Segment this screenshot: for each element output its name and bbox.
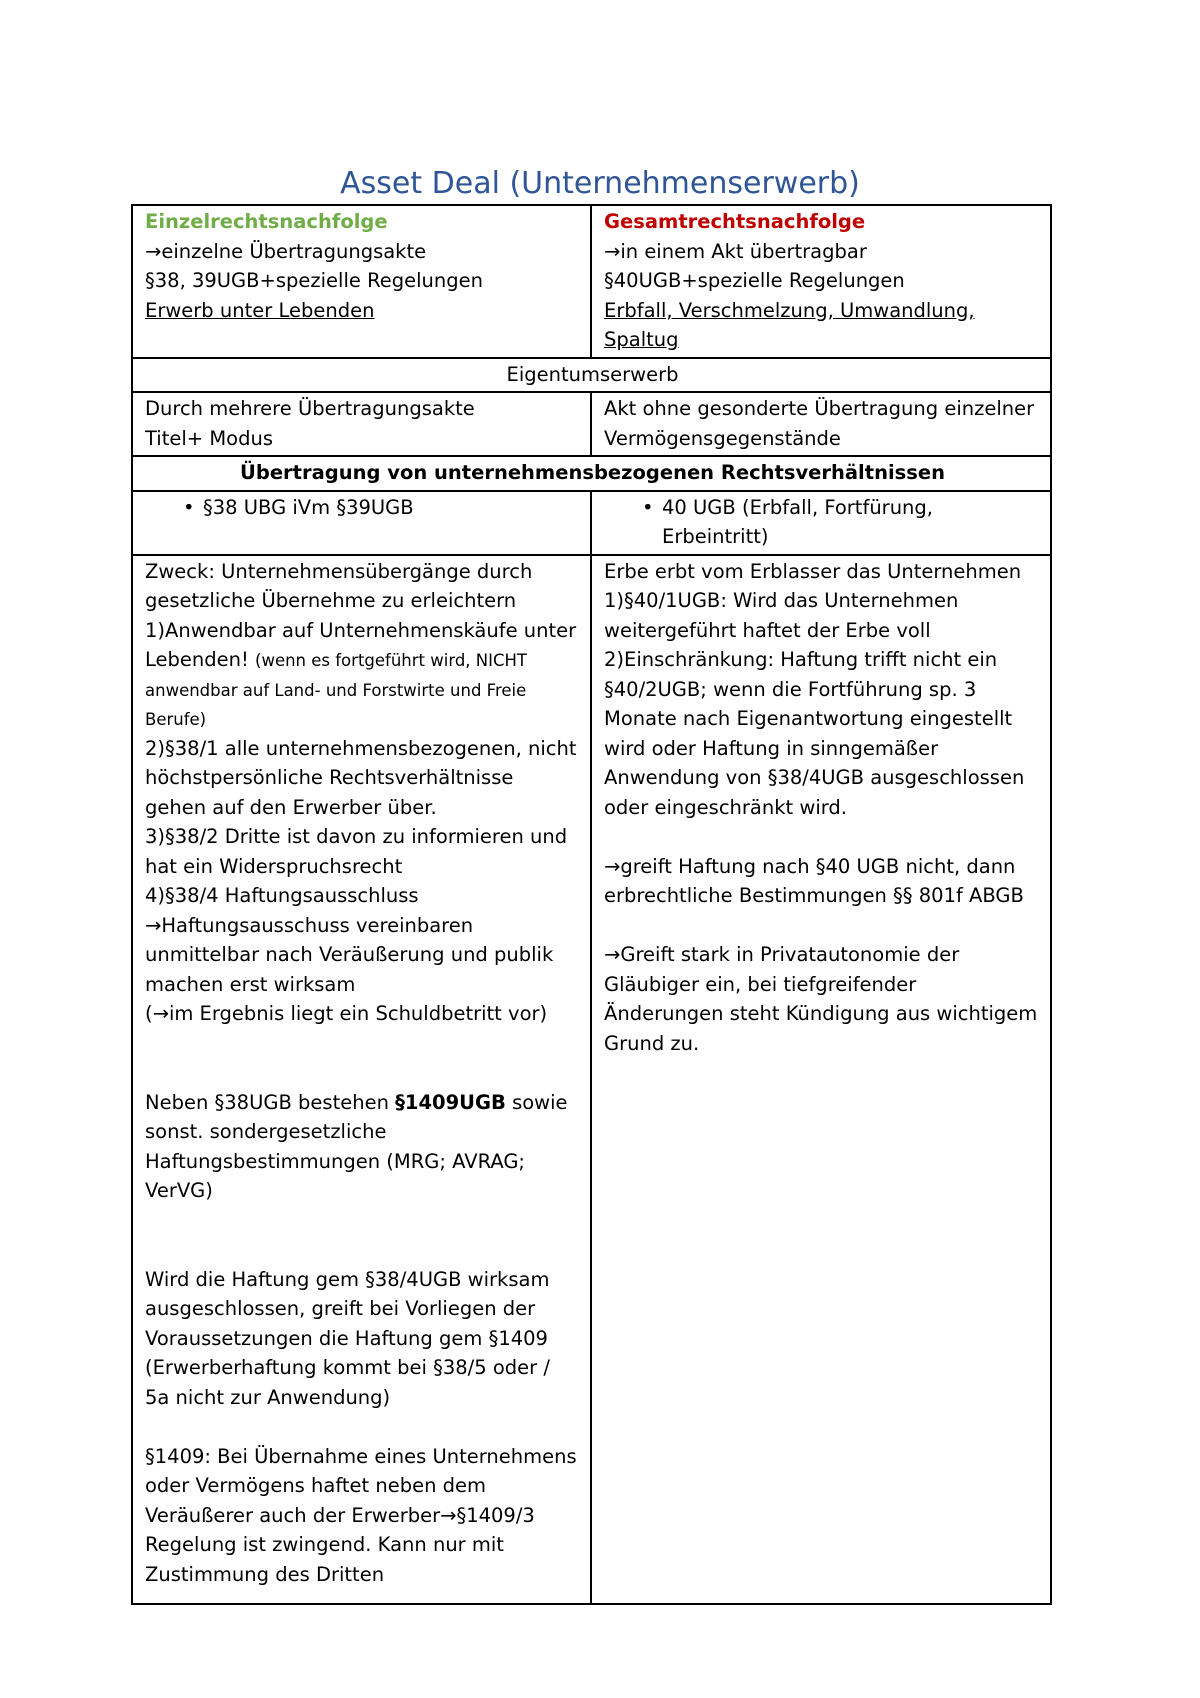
right-p5: →Greift stark in Privatautonomie der Gläubiger ein, bei tiefgreifender Änderungen steht Kündigung aus wichtigem Grund zu. bbox=[604, 943, 1038, 1055]
left-header-line2: §38, 39UGB+spezielle Regelungen bbox=[145, 269, 484, 292]
body-right-cell bbox=[591, 555, 1051, 1604]
bullet-left-text: §38 UBG iVm §39UGB bbox=[203, 495, 414, 519]
right-p1: Erbe erbt vom Erblasser das Unternehmen bbox=[604, 559, 1022, 583]
right-header-cell bbox=[591, 205, 1051, 358]
left-p2: 1)Anwendbar auf Unternehmenskäufe unter Lebenden! bbox=[145, 618, 577, 671]
bullet-right-cell bbox=[591, 491, 1051, 555]
left-p1: Zweck: Unternehmensübergänge durch gesetzliche Übernehme zu erleichtern bbox=[145, 559, 533, 612]
left-p2-note: (wenn es fortgeführt wird, NICHT anwendbar auf Land- und Forstwirte und Freie Berufe) bbox=[145, 651, 528, 729]
right-header-line2: §40UGB+spezielle Regelungen bbox=[604, 269, 905, 292]
right-heading: Gesamtrechtsnachfolge bbox=[604, 210, 866, 233]
header-row bbox=[132, 205, 1051, 358]
eigentum-right-cell: Akt ohne gesonderte Übertragung einzelner Vermögensgegenstände bbox=[591, 392, 1051, 456]
left-p8-bold: §1409UGB bbox=[395, 1090, 506, 1114]
section-eigentum-row bbox=[132, 358, 1051, 393]
left-p3: 2)§38/1 alle unternehmensbezogenen, nicht höchstpersönliche Rechtsverhältnisse gehen auf den Erwerber über. bbox=[145, 736, 577, 819]
section-eigentum-heading: Eigentumserwerb bbox=[132, 358, 1051, 393]
bullet-icon: • bbox=[642, 495, 654, 519]
list-item bbox=[145, 493, 580, 523]
eigentum-left-cell bbox=[132, 392, 591, 456]
left-p2-wrap bbox=[145, 616, 580, 734]
bullet-right-text: 40 UGB (Erbfall, Fortfürung, Erbeintritt) bbox=[662, 495, 933, 548]
right-p4: →greift Haftung nach §40 UGB nicht, dann erbrechtliche Bestimmungen §§ 801f ABGB bbox=[604, 854, 1024, 907]
eigentum-left-line2: Titel+ Modus bbox=[145, 426, 273, 450]
right-p2: 1)§40/1UGB: Wird das Unternehmen weitergeführt haftet der Erbe voll bbox=[604, 589, 959, 642]
left-p4: 3)§38/2 Dritte ist davon zu informieren und hat ein Widerspruchsrecht bbox=[145, 825, 568, 878]
list-item bbox=[604, 493, 1040, 552]
right-header-line3: Erbfall, Verschmelzung, Umwandlung, Spaltug bbox=[604, 298, 975, 351]
left-p5: 4)§38/4 Haftungsausschluss bbox=[145, 884, 419, 907]
left-p8-a: Neben §38UGB bestehen bbox=[145, 1090, 396, 1114]
left-p10: §1409: Bei Übernahme eines Unternehmens oder Vermögens haftet neben dem Veräußerer auch der Erwerber→§1409/3 Regelung ist zwingend. Kann nur mit Zustimmung des Dritten bbox=[145, 1444, 577, 1586]
section-uebertragung-row bbox=[132, 456, 1051, 491]
section-uebertragung-heading: Übertragung von unternehmensbezogenen Rechtsverhältnissen bbox=[132, 456, 1051, 491]
right-header-line1: →in einem Akt übertragbar bbox=[604, 239, 867, 263]
right-p3: 2)Einschränkung: Haftung trifft nicht ein §40/2UGB; wenn die Fortführung sp. 3 Monate nach Eigenantwortung eingestellt wird oder Haftung in sinngemäßer Anwendung von §38/4UGB ausgeschlossen oder eingeschränkt wird. bbox=[604, 648, 1025, 819]
eigentum-row bbox=[132, 392, 1051, 456]
left-p9: Wird die Haftung gem §38/4UGB wirksam ausgeschlossen, greift bei Vorliegen der Voraussetzungen die Haftung gem §1409 (Erwerberhaftung kommt bei §38/5 oder / 5a nicht zur Anwendung) bbox=[145, 1267, 550, 1409]
left-header-cell bbox=[132, 205, 591, 358]
body-row bbox=[132, 555, 1051, 1604]
left-header-line1: →einzelne Übertragungsakte bbox=[145, 239, 427, 263]
left-p8-c: sowie sonst. sondergesetzliche Haftungsbestimmungen (MRG; AVRAG; VerVG) bbox=[145, 1090, 568, 1202]
body-left-cell bbox=[132, 555, 591, 1604]
eigentum-left-line1: Durch mehrere Übertragungsakte bbox=[145, 397, 475, 420]
document-title: Asset Deal (Unternehmenserwerb) bbox=[340, 166, 860, 201]
comparison-table bbox=[131, 204, 1052, 1605]
bullet-left-cell bbox=[132, 491, 591, 555]
left-header-line3: Erwerb unter Lebenden bbox=[145, 298, 375, 322]
left-p6: →Haftungsausschuss vereinbaren unmittelbar nach Veräußerung und publik machen erst wirksam bbox=[145, 913, 554, 996]
bullet-row bbox=[132, 491, 1051, 555]
left-heading: Einzelrechtsnachfolge bbox=[145, 210, 388, 233]
left-p7: (→im Ergebnis liegt ein Schuldbetritt vor) bbox=[145, 1002, 548, 1025]
bullet-icon: • bbox=[183, 495, 195, 519]
left-p8 bbox=[145, 1088, 580, 1206]
